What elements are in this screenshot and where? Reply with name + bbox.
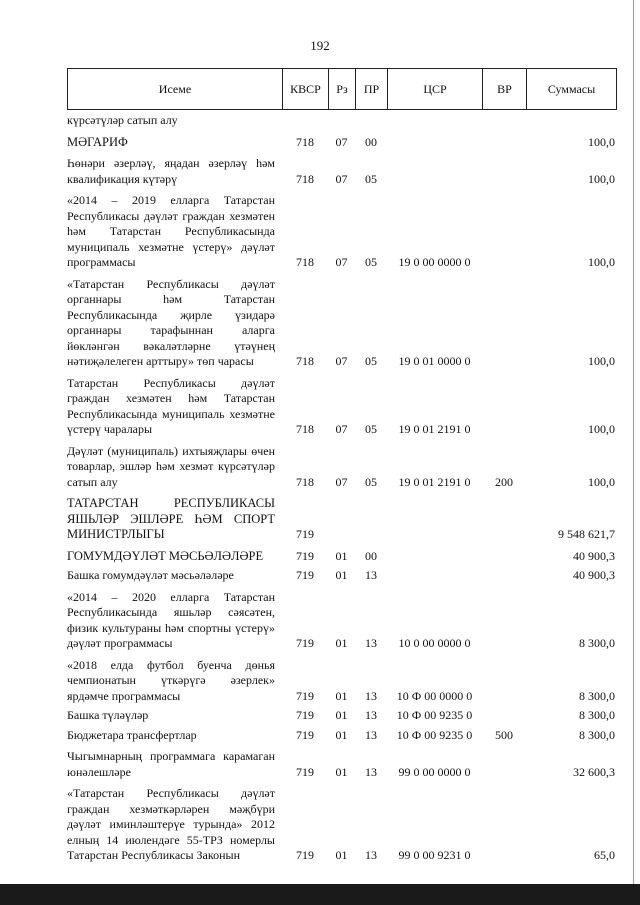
cell-kvsr: 718 [296, 354, 314, 368]
cell-csr: 10 Ф 00 9235 0 [396, 708, 473, 722]
cell-sum: 8 300,0 [579, 708, 615, 722]
cell-name: «2014 – 2020 елларга Татарстан Республикасында яшьләр сәясәтен, физик культураны һәм спортны үстерү» дәүләт программасы [67, 589, 275, 650]
header-sum: Суммасы [547, 81, 596, 96]
cell-pr: 13 [365, 727, 377, 742]
table-row [67, 549, 617, 565]
cell-name: Чыгымнарның программага карамаган юнәлешләре [67, 749, 275, 779]
cell-kvsr: 719 [296, 527, 314, 541]
cell-kvsr: 718 [296, 255, 314, 269]
table-row [67, 786, 617, 864]
cell-kvsr: 718 [296, 422, 314, 436]
cell-vr: 500 [495, 727, 513, 742]
cell-pr: 13 [365, 848, 377, 862]
cell-sum: 9 548 621,7 [558, 527, 615, 541]
cell-kvsr: 719 [296, 548, 314, 563]
cell-pr: 13 [365, 636, 377, 650]
cell-rz: 01 [335, 636, 348, 650]
cell-rz: 01 [335, 548, 348, 563]
cell-name: «Татарстан Республикасы дәүләт граждан хезмәткәрләрен мәҗбүри дәүләт иминләштерүе турында» 2012 елның 14 июлендәге 55-ТРЗ номерлы Татарстан Республикасы Законын [67, 786, 275, 862]
table-row [67, 658, 617, 705]
cell-csr: 99 0 00 9231 0 [398, 848, 471, 862]
cell-pr: 05 [365, 474, 377, 489]
table-row [67, 156, 617, 187]
cell-kvsr: 719 [296, 568, 314, 582]
cell-rz: 07 [335, 171, 348, 186]
cell-name: «Татарстан Республикасы дәүләт органнары һәм Татарстан Республикасында җирле үзидарә органнары тарафыннан аларга йөкләнгән вәкаләтләрне үтәүнең нәтиҗәлелеген арттыру» төп чарасы [67, 276, 275, 368]
cell-kvsr: 719 [296, 764, 314, 779]
cell-rz: 07 [335, 354, 348, 368]
cell-sum: 8 300,0 [579, 688, 615, 703]
cell-csr: 99 0 00 0000 0 [398, 764, 471, 779]
header-csr: ЦСР [388, 69, 483, 109]
cell-name: Башка гомумдәүләт мәсьәләләре [67, 568, 234, 582]
cell-kvsr: 718 [296, 474, 314, 489]
table-row [67, 113, 617, 129]
cell-pr: 00 [365, 548, 377, 563]
cell-name: Татарстан Республикасы дәүләт граждан хезмәтен һәм Татарстан Республикасында муниципаль хезмәтне үстерү чаралары [67, 375, 275, 436]
cell-csr: 10 Ф 00 0000 0 [396, 688, 473, 703]
cell-csr: 10 0 00 0000 0 [398, 636, 471, 650]
table-header [67, 68, 617, 110]
cell-sum: 100,0 [588, 134, 615, 149]
cell-pr: 13 [365, 688, 377, 703]
cell-sum: 100,0 [588, 422, 615, 436]
table-row [67, 135, 617, 151]
table-row [67, 708, 617, 724]
cell-rz: 07 [335, 134, 348, 149]
cell-rz: 01 [335, 708, 348, 722]
cell-sum: 100,0 [588, 354, 615, 368]
cell-sum: 65,0 [594, 848, 615, 862]
cell-csr: 10 Ф 00 9235 0 [396, 727, 473, 742]
cell-kvsr: 718 [296, 134, 314, 149]
cell-pr: 05 [365, 422, 377, 436]
cell-sum: 8 300,0 [579, 727, 615, 742]
cell-rz: 01 [335, 727, 348, 742]
cell-name: ТАТАРСТАН РЕСПУБЛИКАСЫ ЯШЬЛӘР ЭШЛӘРЕ ҺӘМ СПОРТ МИНИСТРЛЫГЫ [67, 496, 275, 541]
cell-name: МӘГАРИФ [67, 134, 128, 149]
cell-kvsr: 719 [296, 636, 314, 650]
cell-name: «2014 – 2019 елларга Татарстан Республикасы дәүләт граждан хезмәтен һәм Татарстан Республикасында муниципаль хезмәтне үстерү» дәүләт программасы [67, 193, 275, 269]
cell-sum: 32 600,3 [573, 764, 615, 779]
table-row [67, 376, 617, 438]
cell-vr: 200 [495, 474, 513, 489]
cell-kvsr: 719 [296, 848, 314, 862]
cell-pr: 13 [365, 708, 377, 722]
cell-rz: 07 [335, 422, 348, 436]
table-row [67, 568, 617, 584]
cell-pr: 05 [365, 255, 377, 269]
cell-kvsr: 719 [296, 708, 314, 722]
cell-csr: 19 0 01 2191 0 [398, 474, 471, 489]
cell-pr: 05 [365, 354, 377, 368]
cell-pr: 13 [365, 764, 377, 779]
cell-pr: 13 [365, 568, 377, 582]
header-name: Исеме [68, 69, 283, 109]
cell-csr: 19 0 01 2191 0 [398, 422, 471, 436]
cell-pr: 00 [365, 134, 377, 149]
table-row [67, 444, 617, 491]
cell-kvsr: 718 [296, 171, 314, 186]
table-row [67, 496, 617, 543]
cell-kvsr: 719 [296, 688, 314, 703]
table-row [67, 749, 617, 780]
table-body [67, 113, 617, 864]
cell-name: Дәүләт (муниципаль) ихтыяҗлары өчен товарлар, эшләр һәм хезмәт күрсәтүләр сатып алу [67, 443, 275, 489]
cell-name: күрсәтүләр сатып алу [67, 113, 178, 127]
page-number: 192 [310, 38, 330, 53]
cell-rz: 01 [335, 848, 348, 862]
header-rz: Рз [329, 69, 356, 109]
cell-sum: 40 900,3 [573, 568, 615, 582]
cell-pr: 05 [365, 171, 377, 186]
cell-name: Башка түләүләр [67, 708, 149, 722]
cell-name: Бюджетара трансфертлар [67, 727, 197, 742]
cell-sum: 100,0 [588, 474, 615, 489]
cell-rz: 01 [335, 568, 348, 582]
cell-name: «2018 елда футбол буенча дөнья чемпионатын үткәрүгә әзерлек» ярдәмче программасы [67, 657, 275, 703]
table-row [67, 193, 617, 271]
table-row [67, 590, 617, 652]
cell-sum: 8 300,0 [579, 636, 615, 650]
cell-sum: 100,0 [588, 255, 615, 269]
cell-rz: 07 [335, 255, 348, 269]
table-row [67, 277, 617, 370]
cell-kvsr: 719 [296, 727, 314, 742]
cell-name: Һөнәри әзерләү, яңадан әзерләү һәм квалификация күтәрү [67, 156, 275, 186]
header-vr: ВР [483, 69, 527, 109]
header-pr: ПР [356, 69, 388, 109]
header-kvsr: КВСР [283, 69, 329, 109]
table-row [67, 728, 617, 744]
cell-rz: 01 [335, 764, 348, 779]
cell-csr: 19 0 00 0000 0 [398, 255, 471, 269]
scan-bottom-bar [0, 884, 640, 905]
cell-name: ГОМУМДӘҮЛӘТ МӘСЬӘЛӘЛӘРЕ [67, 548, 264, 563]
cell-csr: 19 0 01 0000 0 [398, 354, 471, 368]
cell-sum: 40 900,3 [573, 548, 615, 563]
cell-rz: 07 [335, 474, 348, 489]
scan-edge [633, 0, 634, 884]
cell-rz: 01 [335, 688, 348, 703]
cell-sum: 100,0 [588, 171, 615, 186]
